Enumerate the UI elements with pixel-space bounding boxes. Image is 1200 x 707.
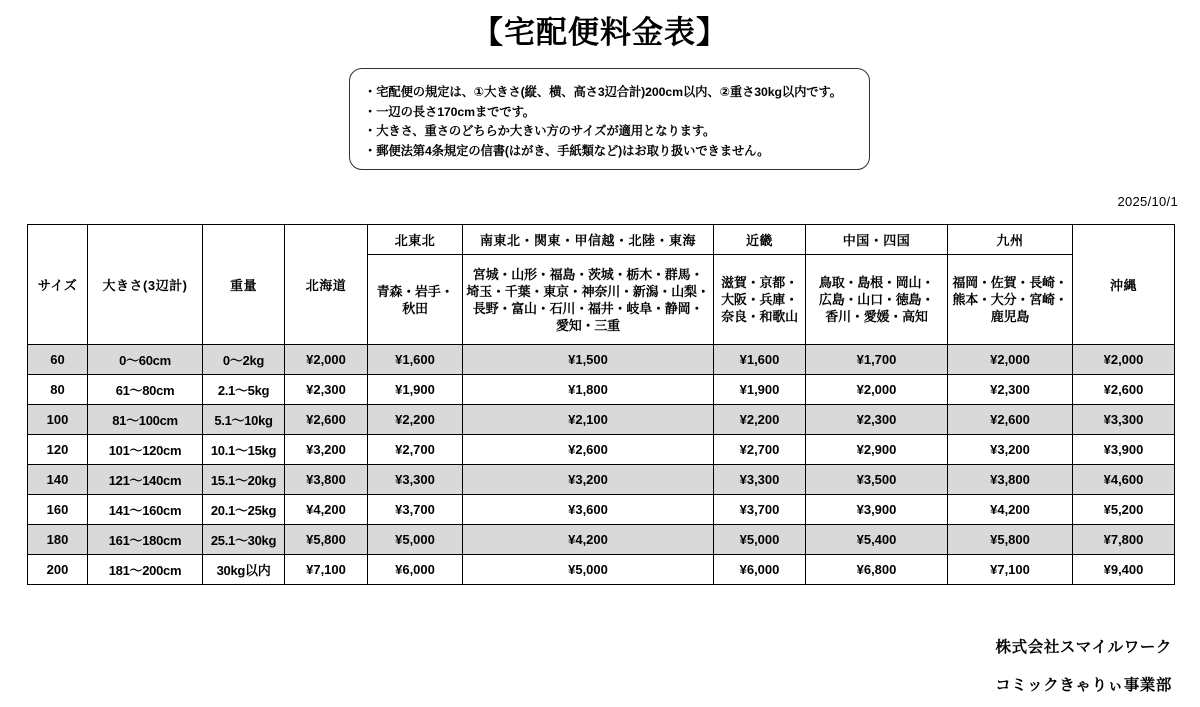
cell-dimension: 101〜120cm (88, 435, 203, 465)
note-line: ・ 郵便法第4条規定の信書(はがき、手紙類など)はお取り扱いできません。 (364, 142, 869, 162)
cell-price-chugoku: ¥2,300 (806, 405, 948, 435)
header-prefectures-chugoku: 鳥取・島根・岡山・ 広島・山口・徳島・ 香川・愛媛・高知 (806, 255, 948, 345)
header-size: サイズ (28, 225, 88, 345)
cell-price-kitatohoku: ¥2,200 (368, 405, 463, 435)
cell-dimension: 81〜100cm (88, 405, 203, 435)
cell-price-minamitohoku: ¥2,600 (463, 435, 714, 465)
cell-price-minamitohoku: ¥5,000 (463, 555, 714, 585)
cell-price-kinki: ¥2,700 (714, 435, 806, 465)
cell-size: 120 (28, 435, 88, 465)
cell-weight: 20.1〜25kg (203, 495, 285, 525)
header-region-kitatohoku: 北東北 (368, 225, 463, 255)
cell-price-kinki: ¥3,300 (714, 465, 806, 495)
cell-price-kitatohoku: ¥2,700 (368, 435, 463, 465)
table-row (28, 495, 1175, 525)
note-line: ・ 大きさ、重さのどちらか大きい方のサイズが適用となります。 (364, 122, 869, 142)
cell-weight: 5.1〜10kg (203, 405, 285, 435)
cell-price-okinawa: ¥3,300 (1073, 405, 1175, 435)
cell-price-kyushu: ¥4,200 (948, 495, 1073, 525)
header-prefectures-kitatohoku: 青森・岩手・ 秋田 (368, 255, 463, 345)
header-region-kyushu: 九州 (948, 225, 1073, 255)
cell-price-kitatohoku: ¥1,900 (368, 375, 463, 405)
cell-weight: 30kg以内 (203, 555, 285, 585)
note-line: ・ 一辺の長さ170cmまでです。 (364, 103, 869, 123)
cell-size: 160 (28, 495, 88, 525)
cell-price-kitatohoku: ¥1,600 (368, 345, 463, 375)
cell-price-hokkaido: ¥5,800 (285, 525, 368, 555)
table-row (28, 435, 1175, 465)
header-hokkaido: 北海道 (285, 225, 368, 345)
cell-size: 140 (28, 465, 88, 495)
cell-price-okinawa: ¥5,200 (1073, 495, 1175, 525)
table-row (28, 405, 1175, 435)
cell-weight: 10.1〜15kg (203, 435, 285, 465)
cell-price-minamitohoku: ¥2,100 (463, 405, 714, 435)
cell-price-kinki: ¥6,000 (714, 555, 806, 585)
cell-price-chugoku: ¥3,900 (806, 495, 948, 525)
footer-department-name: コミックきゃりぃ事業部 (995, 676, 1172, 694)
cell-price-hokkaido: ¥4,200 (285, 495, 368, 525)
cell-price-kitatohoku: ¥6,000 (368, 555, 463, 585)
cell-price-kitatohoku: ¥3,300 (368, 465, 463, 495)
cell-price-minamitohoku: ¥3,600 (463, 495, 714, 525)
header-prefectures-kinki: 滋賀・京都・ 大阪・兵庫・ 奈良・和歌山 (714, 255, 806, 345)
page-title: 【宅配便料金表】 (472, 15, 728, 50)
cell-price-kinki: ¥1,600 (714, 345, 806, 375)
header-region-minamitohoku: 南東北・関東・甲信越・北陸・東海 (463, 225, 714, 255)
effective-date: 2025/10/1 (1117, 194, 1178, 209)
cell-price-okinawa: ¥9,400 (1073, 555, 1175, 585)
cell-price-kyushu: ¥2,300 (948, 375, 1073, 405)
cell-price-minamitohoku: ¥1,800 (463, 375, 714, 405)
header-weight: 重量 (203, 225, 285, 345)
cell-price-kyushu: ¥3,200 (948, 435, 1073, 465)
cell-price-minamitohoku: ¥1,500 (463, 345, 714, 375)
cell-price-okinawa: ¥3,900 (1073, 435, 1175, 465)
cell-price-hokkaido: ¥3,200 (285, 435, 368, 465)
cell-price-kinki: ¥1,900 (714, 375, 806, 405)
cell-price-okinawa: ¥7,800 (1073, 525, 1175, 555)
cell-price-okinawa: ¥2,600 (1073, 375, 1175, 405)
table-row (28, 525, 1175, 555)
table-row (28, 555, 1175, 585)
cell-price-hokkaido: ¥7,100 (285, 555, 368, 585)
cell-price-chugoku: ¥6,800 (806, 555, 948, 585)
cell-dimension: 61〜80cm (88, 375, 203, 405)
footer-company-name: 株式会社スマイルワーク (995, 639, 1172, 656)
cell-price-chugoku: ¥3,500 (806, 465, 948, 495)
cell-size: 180 (28, 525, 88, 555)
note-line: ・ 宅配便の規定は、①大きさ(縦、横、高さ3辺合計)200cm以内、②重さ30kg以内です。 (364, 83, 869, 103)
cell-size: 200 (28, 555, 88, 585)
cell-price-kinki: ¥2,200 (714, 405, 806, 435)
table-row (28, 375, 1175, 405)
cell-price-kinki: ¥5,000 (714, 525, 806, 555)
cell-dimension: 161〜180cm (88, 525, 203, 555)
cell-dimension: 0〜60cm (88, 345, 203, 375)
shipping-rate-table (27, 224, 1175, 585)
header-prefectures-kyushu: 福岡・佐賀・長崎・ 熊本・大分・宮崎・ 鹿児島 (948, 255, 1073, 345)
cell-price-okinawa: ¥2,000 (1073, 345, 1175, 375)
cell-price-kyushu: ¥2,000 (948, 345, 1073, 375)
cell-price-chugoku: ¥1,700 (806, 345, 948, 375)
cell-price-chugoku: ¥2,000 (806, 375, 948, 405)
cell-weight: 2.1〜5kg (203, 375, 285, 405)
footer (995, 640, 1172, 693)
table-row (28, 465, 1175, 495)
cell-weight: 25.1〜30kg (203, 525, 285, 555)
cell-dimension: 141〜160cm (88, 495, 203, 525)
cell-price-hokkaido: ¥2,600 (285, 405, 368, 435)
cell-price-kinki: ¥3,700 (714, 495, 806, 525)
cell-size: 100 (28, 405, 88, 435)
cell-price-chugoku: ¥5,400 (806, 525, 948, 555)
cell-dimension: 181〜200cm (88, 555, 203, 585)
table-row (28, 345, 1175, 375)
header-dimension: 大きさ(3辺計) (88, 225, 203, 345)
cell-price-kyushu: ¥7,100 (948, 555, 1073, 585)
cell-weight: 0〜2kg (203, 345, 285, 375)
cell-weight: 15.1〜20kg (203, 465, 285, 495)
cell-price-okinawa: ¥4,600 (1073, 465, 1175, 495)
cell-dimension: 121〜140cm (88, 465, 203, 495)
cell-price-hokkaido: ¥2,300 (285, 375, 368, 405)
cell-size: 60 (28, 345, 88, 375)
cell-price-hokkaido: ¥3,800 (285, 465, 368, 495)
cell-price-minamitohoku: ¥4,200 (463, 525, 714, 555)
cell-price-kitatohoku: ¥5,000 (368, 525, 463, 555)
header-prefectures-minamitohoku: 宮城・山形・福島・茨城・栃木・群馬・ 埼玉・千葉・東京・神奈川・新潟・山梨・ 長野・富山・石川・福井・岐阜・静岡・ 愛知・三重 (463, 255, 714, 345)
cell-price-kyushu: ¥3,800 (948, 465, 1073, 495)
cell-price-kitatohoku: ¥3,700 (368, 495, 463, 525)
header-region-chugoku: 中国・四国 (806, 225, 948, 255)
cell-size: 80 (28, 375, 88, 405)
header-okinawa: 沖縄 (1073, 225, 1175, 345)
header-region-kinki: 近畿 (714, 225, 806, 255)
table-header-region-row (28, 225, 1175, 255)
cell-price-hokkaido: ¥2,000 (285, 345, 368, 375)
cell-price-chugoku: ¥2,900 (806, 435, 948, 465)
cell-price-kyushu: ¥2,600 (948, 405, 1073, 435)
notes-box (349, 68, 870, 170)
cell-price-kyushu: ¥5,800 (948, 525, 1073, 555)
cell-price-minamitohoku: ¥3,200 (463, 465, 714, 495)
